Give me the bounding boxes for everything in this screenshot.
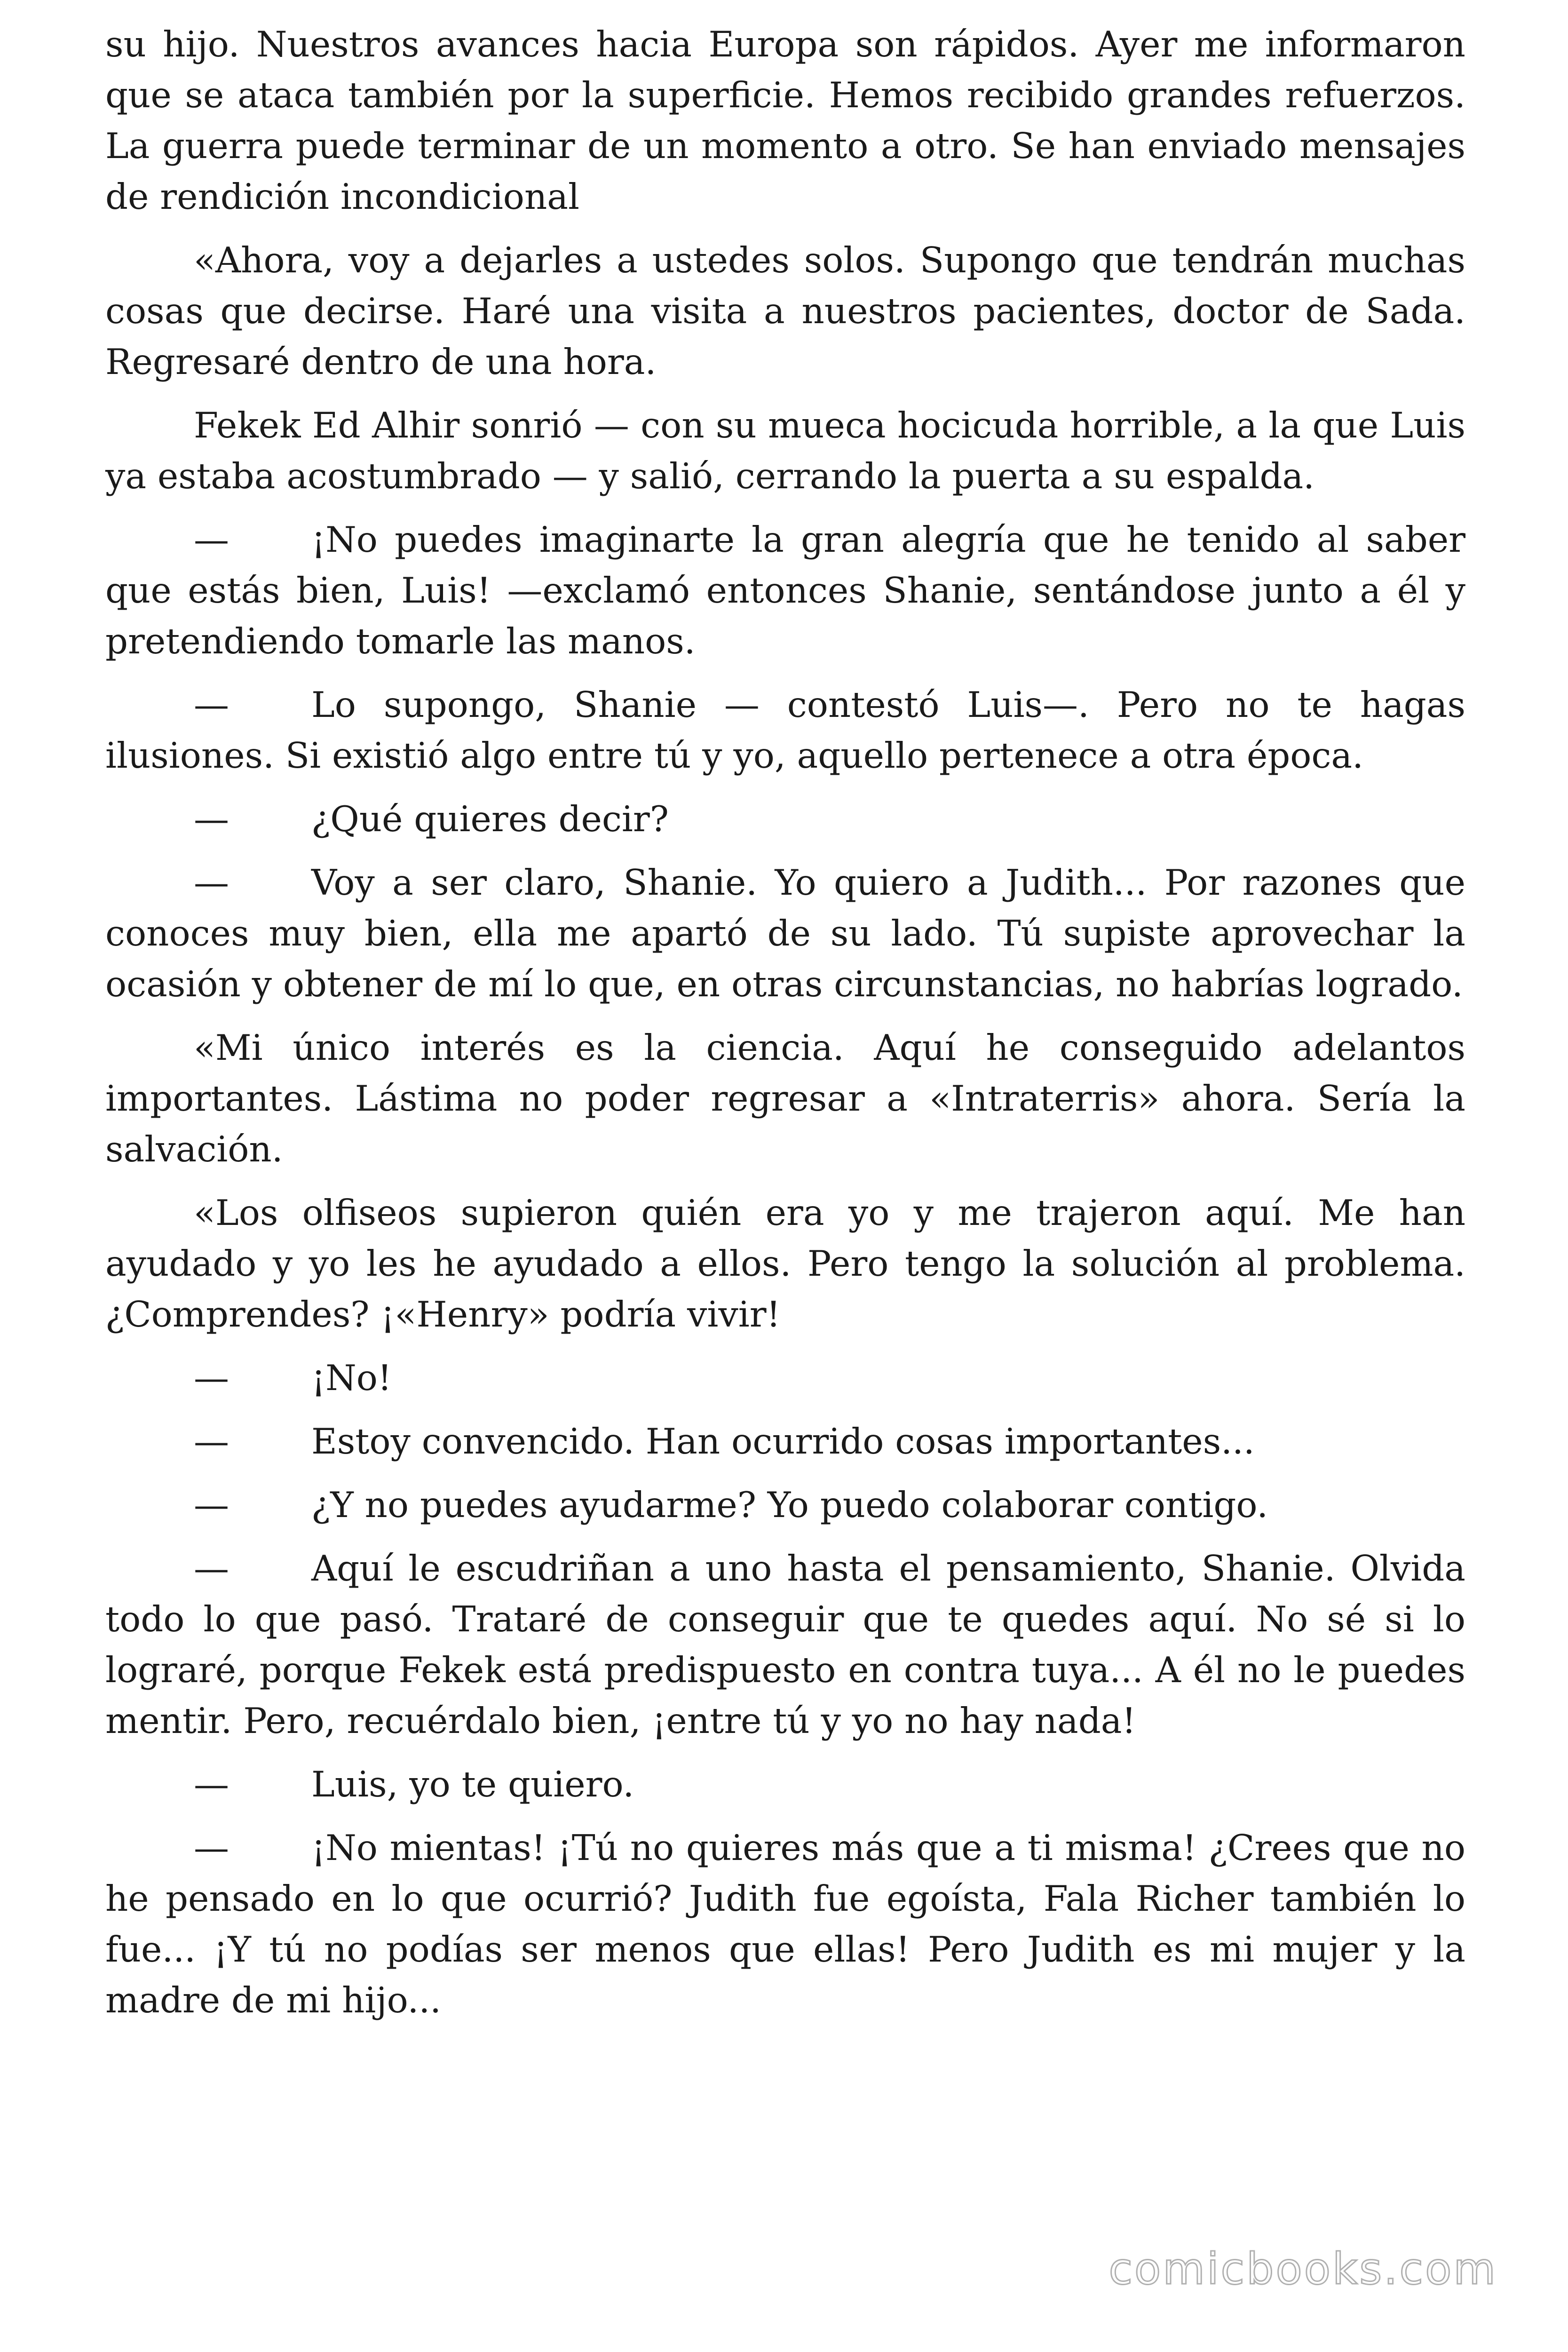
dialogue-text: ¡No!: [311, 1357, 392, 1398]
dialogue-dash: —: [194, 1548, 229, 1589]
dialogue-text: Aquí le escudriñan a uno hasta el pensamiento, Shanie. Olvida todo lo que pasó. Trataré de conseguir que te quedes aquí. No sé si lo lograré, porque Fekek está predispuesto en contra tuya... A él no le puedes mentir. Pero, recuérdalo bien, ¡entre tú y yo no hay nada!: [105, 1548, 1465, 1741]
dialogue-line: [105, 1479, 1465, 1530]
dialogue-line: [105, 679, 1465, 781]
paragraph: «Ahora, voy a dejarles a ustedes solos. Supongo que tendrán muchas cosas que decirse. Haré una visita a nuestros pacientes, doctor de Sada. Regresaré dentro de una hora.: [105, 239, 1465, 382]
dialogue-text: ¿Qué quieres decir?: [311, 798, 669, 840]
watermark-logo: comicbooks.com: [1109, 2244, 1497, 2294]
dialogue-dash: —: [194, 684, 229, 725]
dialogue-text: Estoy convencido. Han ocurrido cosas importantes...: [311, 1421, 1255, 1462]
dialogue-dash: —: [194, 519, 229, 560]
dialogue-text: Voy a ser claro, Shanie. Yo quiero a Judith... Por razones que conoces muy bien, ella me apartó de su lado. Tú supiste aprovechar la ocasión y obtener de mí lo que, en otras circunstancias, no habrías logrado.: [105, 862, 1465, 1005]
dialogue-text: ¡No puedes imaginarte la gran alegría que he tenido al saber que estás bien, Luis! —exclamó entonces Shanie, sentándose junto a él y pretendiendo tomarle las manos.: [105, 519, 1465, 662]
dialogue-line: [105, 1352, 1465, 1403]
dialogue-line: [105, 1416, 1465, 1467]
dialogue-line: [105, 1543, 1465, 1746]
dialogue-line: [105, 514, 1465, 667]
dialogue-line: [105, 1822, 1465, 2026]
dialogue-text: Lo supongo, Shanie — contestó Luis—. Pero no te hagas ilusiones. Si existió algo entre tú y yo, aquello pertenece a otra época.: [105, 684, 1465, 776]
dialogue-dash: —: [194, 1421, 229, 1462]
dialogue-text: Luis, yo te quiero.: [311, 1764, 634, 1805]
dialogue-line: [105, 1759, 1465, 1810]
dialogue-dash: —: [194, 798, 229, 840]
dialogue-dash: —: [194, 1357, 229, 1398]
dialogue-dash: —: [194, 1764, 229, 1805]
dialogue-text: ¿Y no puedes ayudarme? Yo puedo colaborar contigo.: [311, 1484, 1268, 1526]
page-body: [105, 19, 1465, 2038]
dialogue-line: [105, 857, 1465, 1009]
paragraph: su hijo. Nuestros avances hacia Europa son rápidos. Ayer me informaron que se ataca también por la superficie. Hemos recibido grandes refuerzos. La guerra puede terminar de un momento a otro. Se han enviado mensajes de rendición incondicional: [105, 24, 1465, 217]
dialogue-text: ¡No mientas! ¡Tú no quieres más que a ti misma! ¿Crees que no he pensado en lo que ocurrió? Judith fue egoísta, Fala Richer también lo fue... ¡Y tú no podías ser menos que ellas! Pero Judith es mi mujer y la madre de mi hijo...: [105, 1827, 1465, 2021]
dialogue-dash: —: [194, 862, 229, 903]
dialogue-dash: —: [194, 1484, 229, 1526]
paragraph: «Mi único interés es la ciencia. Aquí he conseguido adelantos importantes. Lástima no poder regresar a «Intraterris» ahora. Sería la salvación.: [105, 1027, 1465, 1170]
paragraph: Fekek Ed Alhir sonrió — con su mueca hocicuda horrible, a la que Luis ya estaba acostumbrado — y salió, cerrando la puerta a su espalda.: [105, 405, 1465, 497]
dialogue-dash: —: [194, 1827, 229, 1868]
dialogue-line: [105, 794, 1465, 844]
paragraph: «Los olfiseos supieron quién era yo y me trajeron aquí. Me han ayudado y yo les he ayudado a ellos. Pero tengo la solución al problema. ¿Comprendes? ¡«Henry» podría vivir!: [105, 1192, 1465, 1335]
